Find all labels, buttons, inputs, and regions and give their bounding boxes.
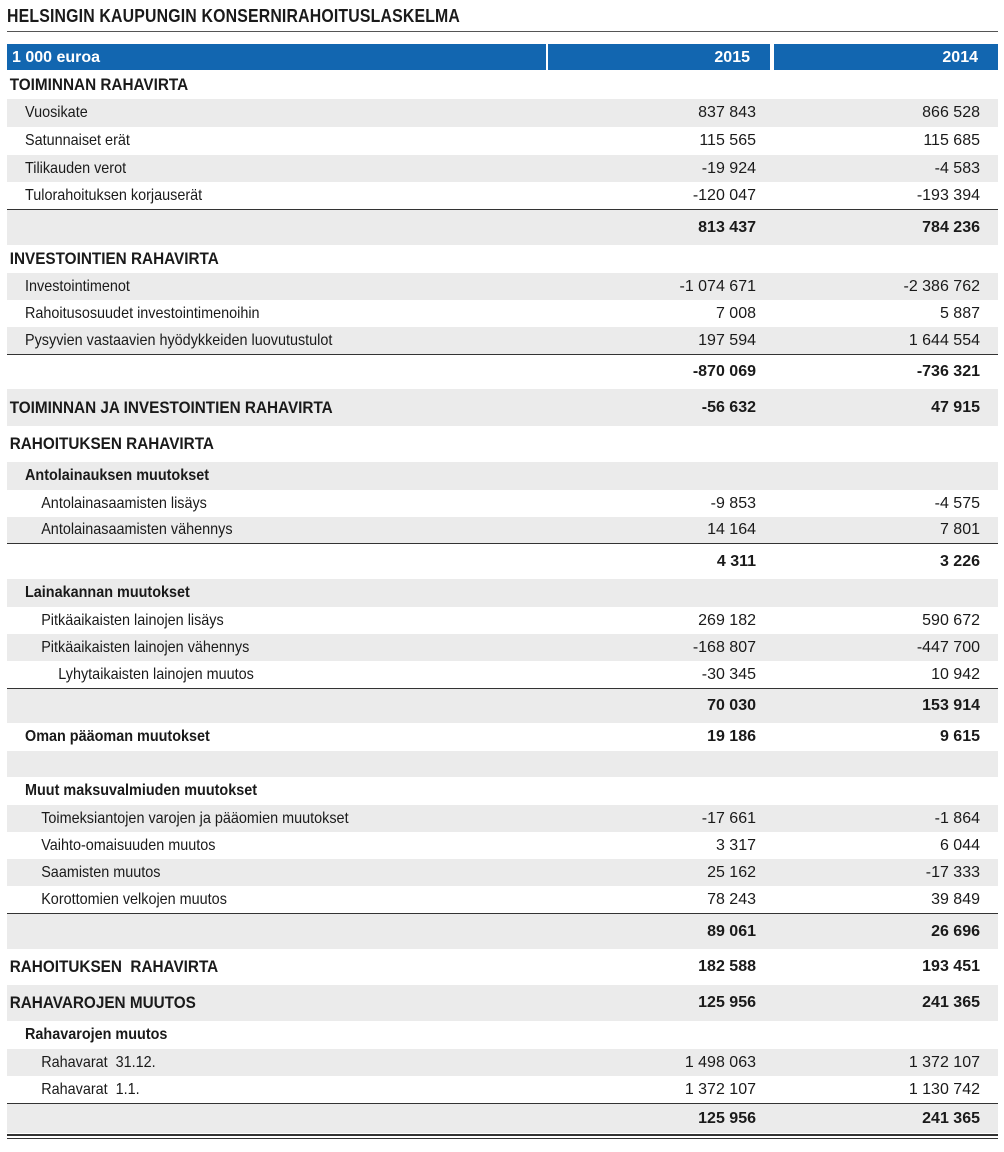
row-label: RAHAVAROJEN MUUTOS xyxy=(9,993,196,1012)
value-2014: 47 915 xyxy=(931,398,980,416)
value-2014: -4 583 xyxy=(934,159,980,177)
section-toiminnan-rahavirta xyxy=(7,71,998,99)
value-2014: -1 864 xyxy=(934,809,980,827)
subsection-antolainauksen xyxy=(7,462,998,490)
value-2014: 10 942 xyxy=(931,665,980,683)
value-2014: -447 700 xyxy=(916,638,980,656)
value-2014: 3 226 xyxy=(939,552,980,570)
row-label: Oman pääoman muutokset xyxy=(25,728,210,745)
subtotal-row xyxy=(7,543,998,579)
value-2014: 7 801 xyxy=(939,521,980,538)
subtotal-row xyxy=(7,913,998,949)
row-label: Lainakannan muutokset xyxy=(25,584,190,601)
row-label: Toimeksiantojen varojen ja pääomien muutokset xyxy=(41,809,349,827)
value-2015: 70 030 xyxy=(707,697,756,714)
header-2015: 2015 xyxy=(548,44,770,70)
row-label: Rahavarat 31.12. xyxy=(41,1053,156,1071)
subsection-muut-maksuvalmiuden xyxy=(7,777,998,805)
value-2014: 784 236 xyxy=(922,218,980,236)
value-2014: 5 887 xyxy=(939,304,980,322)
table-row xyxy=(7,182,998,209)
value-2015: 19 186 xyxy=(707,728,756,745)
section-investointien-rahavirta xyxy=(7,245,998,273)
row-label: Antolainasaamisten vähennys xyxy=(41,521,233,538)
title-divider xyxy=(7,31,998,32)
value-2015: 125 956 xyxy=(698,994,756,1011)
value-2014: -4 575 xyxy=(934,494,980,512)
value-2014: 590 672 xyxy=(922,611,980,629)
spacer-row xyxy=(7,751,998,777)
table-row xyxy=(7,517,998,543)
table-header xyxy=(7,44,998,70)
value-2014: 26 696 xyxy=(931,922,980,940)
bottom-double-rule-thin xyxy=(7,1138,998,1139)
row-label: Rahoitusosuudet investointimenoihin xyxy=(25,304,260,322)
value-2015: 89 061 xyxy=(707,922,756,940)
section-rahoituksen-rahavirta xyxy=(7,426,998,462)
table-row xyxy=(7,300,998,327)
total-rahoituksen-rahavirta xyxy=(7,949,998,985)
table-row xyxy=(7,859,998,886)
bottom-double-rule xyxy=(7,1134,998,1136)
subsection-lainakannan xyxy=(7,579,998,607)
value-2015: 813 437 xyxy=(698,218,756,236)
value-2014: -193 394 xyxy=(916,186,980,204)
value-2014: 193 451 xyxy=(922,958,980,975)
row-label: Saamisten muutos xyxy=(41,863,161,881)
table-row xyxy=(7,661,998,688)
value-2015: 125 956 xyxy=(698,1109,756,1127)
value-2014: 9 615 xyxy=(939,728,980,745)
value-2015: -120 047 xyxy=(692,186,756,204)
table-row xyxy=(7,1076,998,1103)
total-toiminnan-ja-investointien xyxy=(7,389,998,426)
subtotal-row xyxy=(7,209,998,245)
value-2015: -30 345 xyxy=(701,665,756,683)
value-2015: 25 162 xyxy=(707,863,756,881)
row-label: Pysyvien vastaavien hyödykkeiden luovutustulot xyxy=(25,331,333,349)
value-2015: 182 588 xyxy=(698,958,756,975)
row-label: Muut maksuvalmiuden muutokset xyxy=(25,782,258,799)
value-2015: -870 069 xyxy=(692,363,756,380)
subtotal-row xyxy=(7,1103,998,1133)
row-label: RAHOITUKSEN RAHAVIRTA xyxy=(9,434,214,453)
header-2014: 2014 xyxy=(774,44,998,70)
row-label: Korottomien velkojen muutos xyxy=(41,890,227,908)
header-unit: 1 000 euroa xyxy=(7,44,546,70)
value-2014: 241 365 xyxy=(922,994,980,1011)
table-row xyxy=(7,155,998,182)
row-label: Satunnaiset erät xyxy=(25,132,130,149)
row-label: Tulorahoituksen korjauserät xyxy=(25,186,203,204)
value-2015: 1 372 107 xyxy=(684,1080,756,1098)
value-2014: 866 528 xyxy=(922,104,980,121)
value-2014: 1 372 107 xyxy=(908,1053,980,1071)
row-label: Lyhytaikaisten lainojen muutos xyxy=(58,665,254,683)
value-2015: 7 008 xyxy=(715,304,756,322)
value-2014: 241 365 xyxy=(922,1109,980,1127)
table-row xyxy=(7,99,998,127)
table-row xyxy=(7,490,998,517)
row-label: Vuosikate xyxy=(25,104,88,121)
table-row xyxy=(7,832,998,859)
table-row xyxy=(7,327,998,354)
value-2015: 837 843 xyxy=(698,104,756,121)
subtotal-row xyxy=(7,354,998,389)
row-label: TOIMINNAN JA INVESTOINTIEN RAHAVIRTA xyxy=(9,397,333,417)
row-label: Antolainasaamisten lisäys xyxy=(41,494,207,512)
value-2015: -17 661 xyxy=(701,809,756,827)
table-row xyxy=(7,1049,998,1076)
value-2015: -1 074 671 xyxy=(679,277,756,295)
value-2014: -2 386 762 xyxy=(903,277,980,295)
table-row xyxy=(7,634,998,661)
row-label: Investointimenot xyxy=(25,277,130,295)
subsection-rahavarojen-muutos xyxy=(7,1021,998,1049)
table-row xyxy=(7,127,998,155)
table-row xyxy=(7,607,998,634)
value-2015: 14 164 xyxy=(707,521,756,538)
row-label: Vaihto-omaisuuden muutos xyxy=(41,836,216,854)
document-title: HELSINGIN KAUPUNGIN KONSERNIRAHOITUSLASKELMA xyxy=(7,6,461,26)
value-2015: -168 807 xyxy=(692,638,756,656)
row-label: Pitkäaikaisten lainojen vähennys xyxy=(41,638,250,656)
value-2014: -17 333 xyxy=(925,863,980,881)
value-2014: 115 685 xyxy=(923,132,980,149)
oman-paaoman-muutokset-row xyxy=(7,723,998,751)
row-label: Tilikauden verot xyxy=(25,159,127,177)
value-2015: 78 243 xyxy=(707,890,756,908)
value-2015: 1 498 063 xyxy=(684,1053,756,1071)
value-2014: 6 044 xyxy=(939,836,980,854)
value-2014: 153 914 xyxy=(922,697,980,714)
value-2014: 1 644 554 xyxy=(908,331,980,349)
row-label: RAHOITUKSEN RAHAVIRTA xyxy=(9,957,219,976)
table-row xyxy=(7,886,998,913)
row-label: Rahavarat 1.1. xyxy=(41,1080,140,1098)
value-2014: -736 321 xyxy=(916,363,980,380)
value-2014: 39 849 xyxy=(931,890,980,908)
value-2015: -56 632 xyxy=(701,398,756,416)
subtotal-row xyxy=(7,688,998,723)
value-2015: -9 853 xyxy=(710,494,756,512)
value-2015: 4 311 xyxy=(716,552,756,570)
row-label: Rahavarojen muutos xyxy=(25,1026,168,1043)
value-2015: 3 317 xyxy=(715,836,756,854)
row-label: TOIMINNAN RAHAVIRTA xyxy=(9,75,189,94)
table-row xyxy=(7,273,998,300)
value-2015: 197 594 xyxy=(698,331,756,349)
value-2014: 1 130 742 xyxy=(908,1080,980,1098)
row-label: INVESTOINTIEN RAHAVIRTA xyxy=(9,249,219,268)
value-2015: 269 182 xyxy=(698,611,756,629)
value-2015: -19 924 xyxy=(701,159,756,177)
value-2015: 115 565 xyxy=(699,132,756,149)
table-row xyxy=(7,805,998,832)
row-label: Pitkäaikaisten lainojen lisäys xyxy=(41,611,224,629)
total-rahavarojen-muutos xyxy=(7,985,998,1021)
row-label: Antolainauksen muutokset xyxy=(25,467,210,484)
